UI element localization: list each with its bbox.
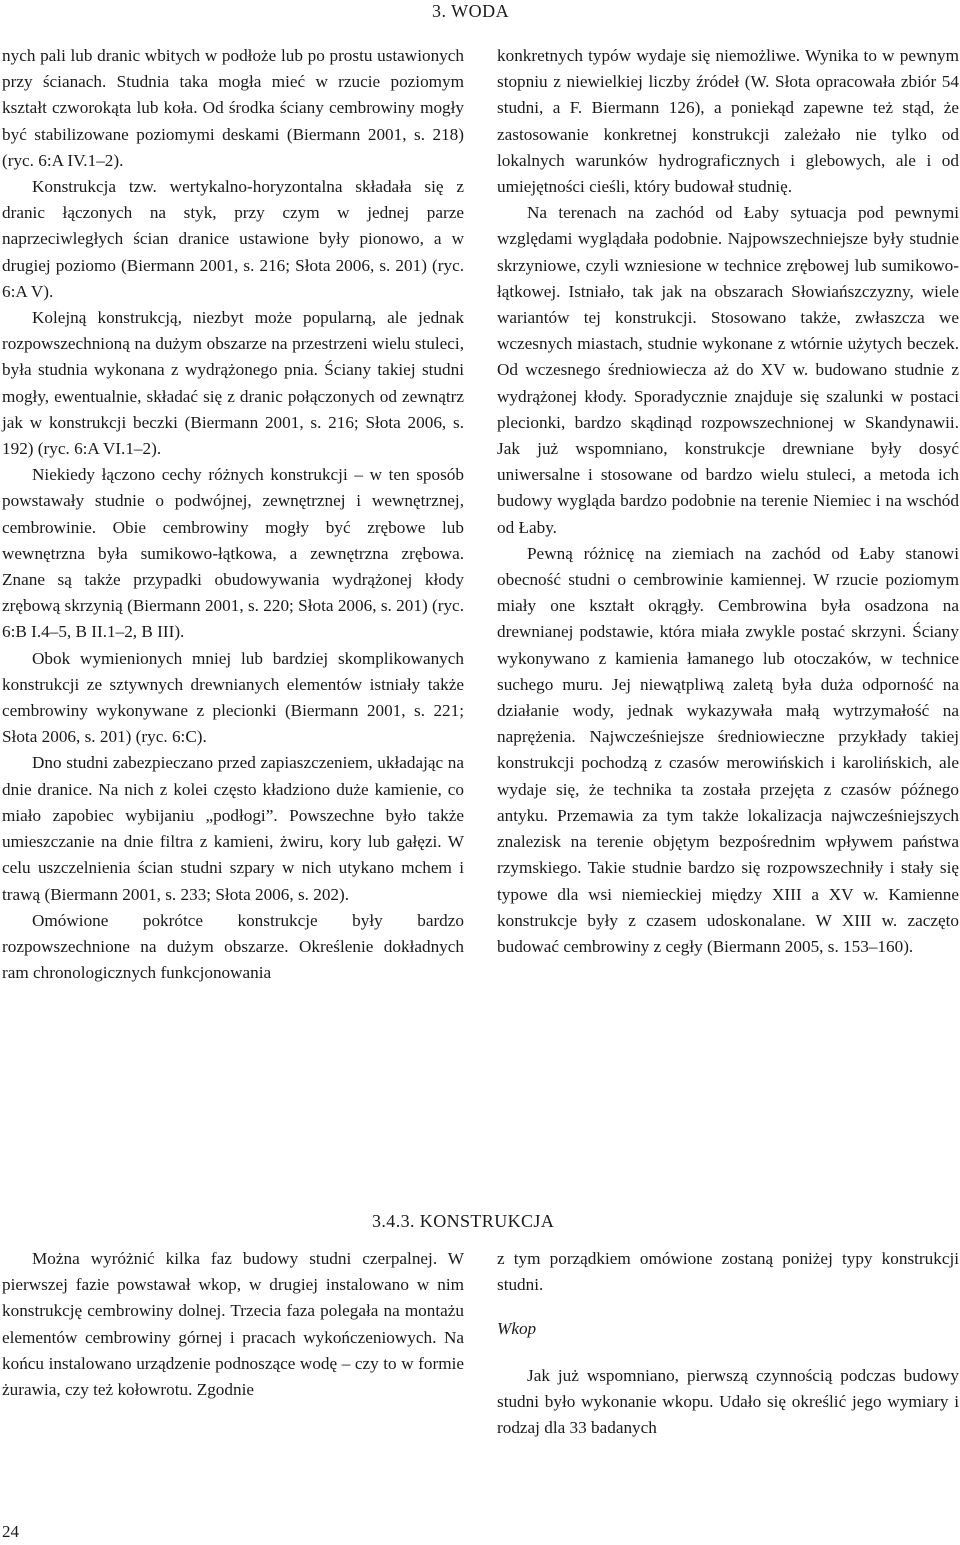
paragraph: z tym porządkiem omówione zostaną poniżej typy konstrukcji studni. xyxy=(497,1249,959,1295)
paragraph: Niekiedy łączono cechy różnych konstrukcji – w ten sposób powstawały studnie o podwójnej, zewnętrznej i wewnętrznej, cembrowinie. Obie cembrowiny mogły być zrębowe lub wewnętrzna była sumikowo-łątkowa, a zewnętrzna zrębowa. Znane są także przypadki obudowywania wydrążonej kłody zrębową skrzynią (Biermann 2001, s. 220; Słota 2006, s. 201) (ryc. 6:B I.4–5, B II.1–2, B III). xyxy=(2,465,464,642)
section-heading: 3.4.3. KONSTRUKCJA xyxy=(372,1211,555,1231)
page-number: 24 xyxy=(2,1522,19,1541)
paragraph: Można wyróżnić kilka faz budowy studni czerpalnej. W pierwszej fazie powstawał wkop, w drugiej instalowano w nim konstrukcję cembrowiny dolnej. Trzecia faza polegała na montażu elementów cembrowiny górnej i pracach wykończeniowych. Na końcu instalowano urządzenie podnoszące wodę – czy to w formie żurawia, czy też kołowrotu. Zgodnie xyxy=(2,1249,464,1400)
paragraph: Kolejną konstrukcją, niezbyt może popularną, ale jednak rozpowszechnioną na dużym obszarze na przestrzeni wielu stuleci, była studnia wykonana z wydrążonego pnia. Ściany takiej studni mogły, ewentualnie, składać się z dranic połączonych od zewnątrz jak w konstrukcji beczki (Biermann 2001, s. 216; Słota 2006, s. 192) (ryc. 6:A VI.1–2). xyxy=(2,308,464,459)
right-column-top xyxy=(497,43,959,960)
paragraph: Obok wymienionych mniej lub bardziej skomplikowanych konstrukcji ze sztywnych drewnianych elementów istniały także cembrowiny wykonywane z plecionki (Biermann 2001, s. 221; Słota 2006, s. 201) (ryc. 6:C). xyxy=(2,648,464,747)
left-column-bottom xyxy=(2,1246,464,1403)
paragraph: Na terenach na zachód od Łaby sytuacja pod pewnymi względami wyglądała podobnie. Najpowszechniejsze były studnie skrzyniowe, czyli wzniesione w technice zrębowej lub sumikowo-łątkowej. Istniało, tak jak na obszarach Słowiańszczyzny, wiele wariantów tej konstrukcji. Stosowano także, zwłaszcza we wczesnych miastach, studnie wykonane z wtórnie użytych beczek. Od wczesnego średniowiecza aż do XV w. budowano studnie z wydrążonej kłody. Sporadycznie znajduje się szalunki w postaci plecionki, bardzo skądinąd rozpowszechnionej w Skandynawii. Jak już wspomniano, konstrukcje drewniane były dosyć uniwersalne i stosowane od bardzo wielu stuleci, a metoda ich budowy wygląda bardzo podobnie na terenie Niemiec i na wschód od Łaby. xyxy=(497,203,959,537)
right-column-bottom xyxy=(497,1246,959,1441)
paragraph: Dno studni zabezpieczano przed zapiaszczeniem, układając na dnie dranice. Na nich z kolei często kładziono duże kamienie, co miało zapobiec wybijaniu „podłogi”. Powszechne było także umieszczanie na dnie filtra z kamieni, żwiru, kory lub gałęzi. W celu uszczelnienia ścian studni szpary w nich utykano mchem i trawą (Biermann 2001, s. 233; Słota 2006, s. 202). xyxy=(2,753,464,904)
left-column-top xyxy=(2,43,464,986)
running-header: 3. WODA xyxy=(432,1,510,21)
paragraph: konkretnych typów wydaje się niemożliwe. Wynika to w pewnym stopniu z niewielkiej liczby źródeł (W. Słota opracowała zbiór 54 studni, a F. Biermann 126), a poniekąd zapewne też stąd, że zastosowanie konkretnej konstrukcji zależało nie tylko od lokalnych warunków hydrograficznych i glebowych, ale i od umiejętności cieśli, który budował studnię. xyxy=(497,46,959,197)
paragraph: Konstrukcja tzw. wertykalno-horyzontalna składała się z dranic łączonych na styk, przy czym w jednej parze naprzeciwległych ścian dranice ustawione były pionowo, a w drugiej poziomo (Biermann 2001, s. 216; Słota 2006, s. 201) (ryc. 6:A V). xyxy=(2,177,464,301)
paragraph: Jak już wspomniano, pierwszą czynnością podczas budowy studni było wykonanie wkopu. Udało się określić jego wymiary i rodzaj dla 33 badanych xyxy=(497,1365,959,1438)
paragraph: Pewną różnicę na ziemiach na zachód od Łaby stanowi obecność studni o cembrowinie kamiennej. W rzucie poziomym miały one kształt okrągły. Cembrowina była osadzona na drewnianej podstawie, która miała zwykle postać skrzyni. Ściany wykonywano z kamienia łamanego lub otoczaków, w technice suchego muru. Jej niewątpliwą zaletą była duża odporność na działanie wody, jednak wykazywała małą wytrzymałość na naprężenia. Najwcześniejsze średniowieczne przykłady takiej konstrukcji pochodzą z czasów merowińskich i karolińskich, ale wydaje się, że technika ta została przejęta z czasów późnego antyku. Przemawia za tym także lokalizacja najwcześniejszych znalezisk na terenie objętym bezpośrednim wpływem państwa rzymskiego. Takie studnie bardzo się rozpowszechniły i stały się typowe dla wsi niemieckiej między XIII a XV w. Kamienne konstrukcje były z czasem udoskonalane. W XIII w. zaczęto budować cembrowiny z cegły (Biermann 2005, s. 153–160). xyxy=(497,543,959,956)
subsection-heading: Wkop xyxy=(497,1319,537,1339)
paragraph: Omówione pokrótce konstrukcje były bardzo rozpowszechnione na dużym obszarze. Określenie dokładnych ram chronologicznych funkcjonowania xyxy=(2,910,464,983)
paragraph: nych pali lub dranic wbitych w podłoże lub po prostu ustawionych przy ścianach. Studnia taka mogła mieć w rzucie poziomym kształt czworokąta lub koła. Od środka ściany cembrowiny mogły być stabilizowane poziomymi deskami (Biermann 2001, s. 218) (ryc. 6:A IV.1–2). xyxy=(2,46,464,170)
